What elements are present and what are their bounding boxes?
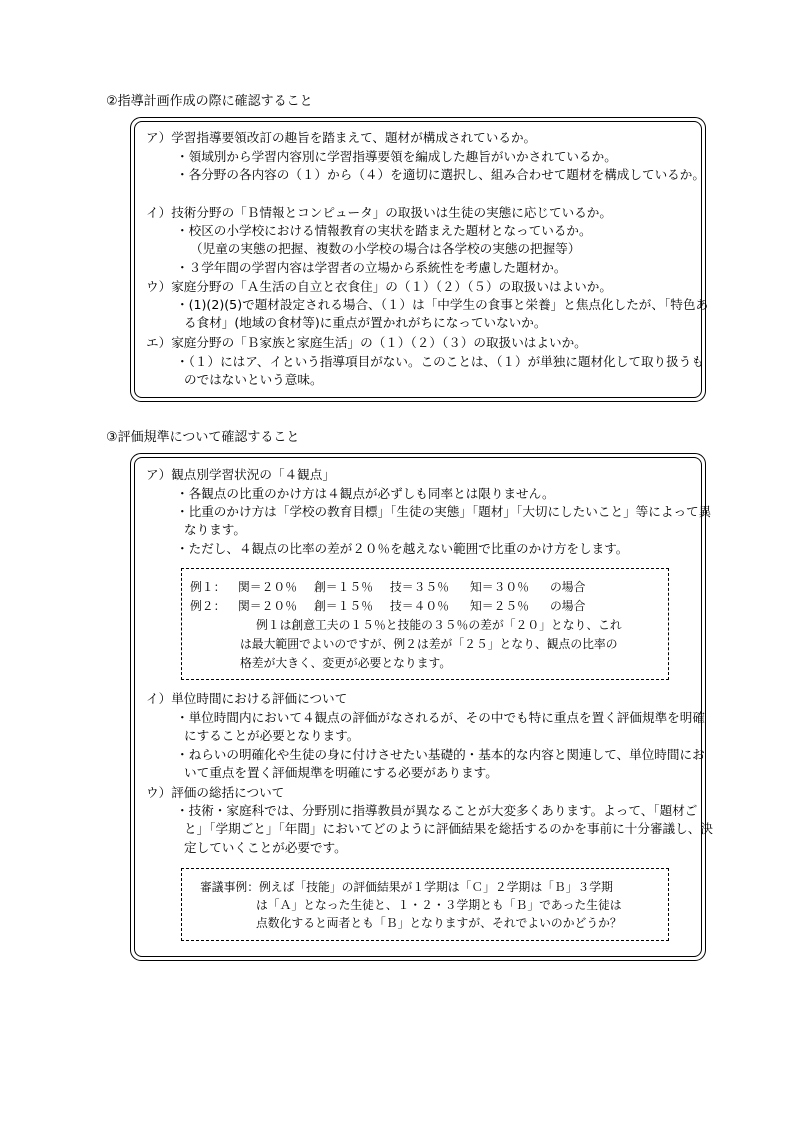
example-2-chi: 知＝２５％: [470, 599, 529, 613]
example-note-3: 格差が大きく、変更が必要となります。: [240, 656, 452, 670]
example-2-gi: 技＝４０％: [390, 599, 449, 613]
case-line-2: は「Ａ」となった生徒と、１・２・３学期とも「Ｂ」であった生徒は: [256, 898, 622, 912]
example-note-1: 例１は創意工夫の１５％と技能の３５％の差が「２０」となり、これ: [256, 618, 622, 632]
section3-item-a: ア）観点別学習状況の「４観点」: [146, 467, 335, 482]
section3-item-a-bullet-3: ・ただし、４観点の比率の差が２０％を越えない範囲で比重のかけ方をします。: [176, 541, 629, 556]
section2-item-i: イ）技術分野の「Ｂ情報とコンピュータ」の取扱いは生徒の実態に応じているか。: [146, 205, 612, 220]
example-2-tail: の場合: [550, 599, 586, 613]
section3-item-a-bullet-1: ・各観点の比重のかけ方は４観点が必ずしも同率とは限りません。: [176, 486, 555, 501]
section3-item-i-bullet-1: ・単位時間内において４観点の評価がなされるが、その中でも特に重点を置く評価規準を明確にすることが必要となります。: [176, 710, 705, 744]
section3-heading: ③評価規準について確認すること: [106, 430, 300, 445]
example-1-tail: の場合: [550, 580, 586, 594]
example-1-kan: 関＝２０％: [238, 580, 297, 594]
section2-item-e: エ）家庭分野の「Ｂ家族と家庭生活」の（１）（２）（３）の取扱いはよいか。: [146, 335, 587, 350]
section2-item-u-bullet-1: ・(1)(2)(5)で題材設定される場合、（１）は「中学生の食事と栄養」と焦点化したが、「特色ある食材」(地域の食材等)に重点が置かれがちになっていないか。: [176, 297, 709, 331]
case-line-1: 審議事例：例えば「技能」の評価結果が１学期は「Ｃ」２学期は「Ｂ」３学期: [200, 880, 613, 894]
section3-item-i-bullet-2: ・ねらいの明確化や生徒の身に付けさせたい基礎的・基本的な内容と関連して、単位時間において重点を置く評価規準を明確にする必要があります。: [176, 747, 705, 781]
section2-item-i-note: （児童の実態の把握、複数の小学校の場合は各学校の実態の把握等）: [190, 241, 581, 256]
section3-item-i: イ）単位時間における評価について: [146, 691, 348, 706]
section3-item-u: ウ）評価の総括について: [146, 785, 285, 800]
example-1-chi: 知＝３０％: [470, 580, 529, 594]
section2-heading: ②指導計画作成の際に確認すること: [106, 94, 313, 109]
example-1-gi: 技＝３５％: [390, 580, 449, 594]
case-line-3: 点数化すると両者とも「Ｂ」となりますが、それでよいのかどうか？: [256, 916, 622, 930]
section2-item-a-bullet-2: ・各分野の各内容の（１）から（４）を適切に選択し、組み合わせて題材を構成しているか。: [176, 167, 705, 182]
example-1-so: 創＝１５％: [314, 580, 373, 594]
section2-item-a: ア）学習指導要領改訂の趣旨を踏まえて、題材が構成されているか。: [146, 130, 537, 145]
section2-item-e-bullet-1: ・（１）にはア、イという指導項目がない。このことは、（１）が単独に題材化して取り扱うものではないという意味。: [176, 354, 704, 388]
example-1-label: 例１：: [190, 580, 226, 594]
section3-item-u-bullet-1: ・技術・家庭科では、分野別に指導教員が異なることが大変多くあります。よって、「題材ごと」「学期ごと」「年間」においてどのように評価結果を総括するのかを事前に十分審議し、決定していくことが必要です。: [176, 803, 713, 855]
example-note-2: は最大範囲でよいのですが、例２は差が「２５」となり、観点の比率の: [240, 637, 618, 651]
example-2: [190, 597, 585, 615]
example-1: [190, 578, 585, 596]
section2-item-i-bullet-1: ・校区の小学校における情報教育の実状を踏まえた題材となっているか。: [176, 223, 592, 238]
example-2-so: 創＝１５％: [314, 599, 373, 613]
example-2-label: 例２：: [190, 599, 226, 613]
section2-item-a-bullet-1: ・領域別から学習内容別に学習指導要領を編成した趣旨がいかされているか。: [176, 149, 617, 164]
section3-item-a-bullet-2: ・比重のかけ方は「学校の教育目標」「生徒の実態」「題材」「大切にしたいこと」等によって異なります。: [176, 504, 712, 538]
section2-item-u: ウ）家庭分野の「Ａ生活の自立と衣食住」の（１）（２）（５）の取扱いはよいか。: [146, 279, 612, 294]
section2-item-i-bullet-2: ・３学年間の学習内容は学習者の立場から系統性を考慮した題材か。: [176, 260, 567, 275]
example-2-kan: 関＝２０％: [238, 599, 297, 613]
